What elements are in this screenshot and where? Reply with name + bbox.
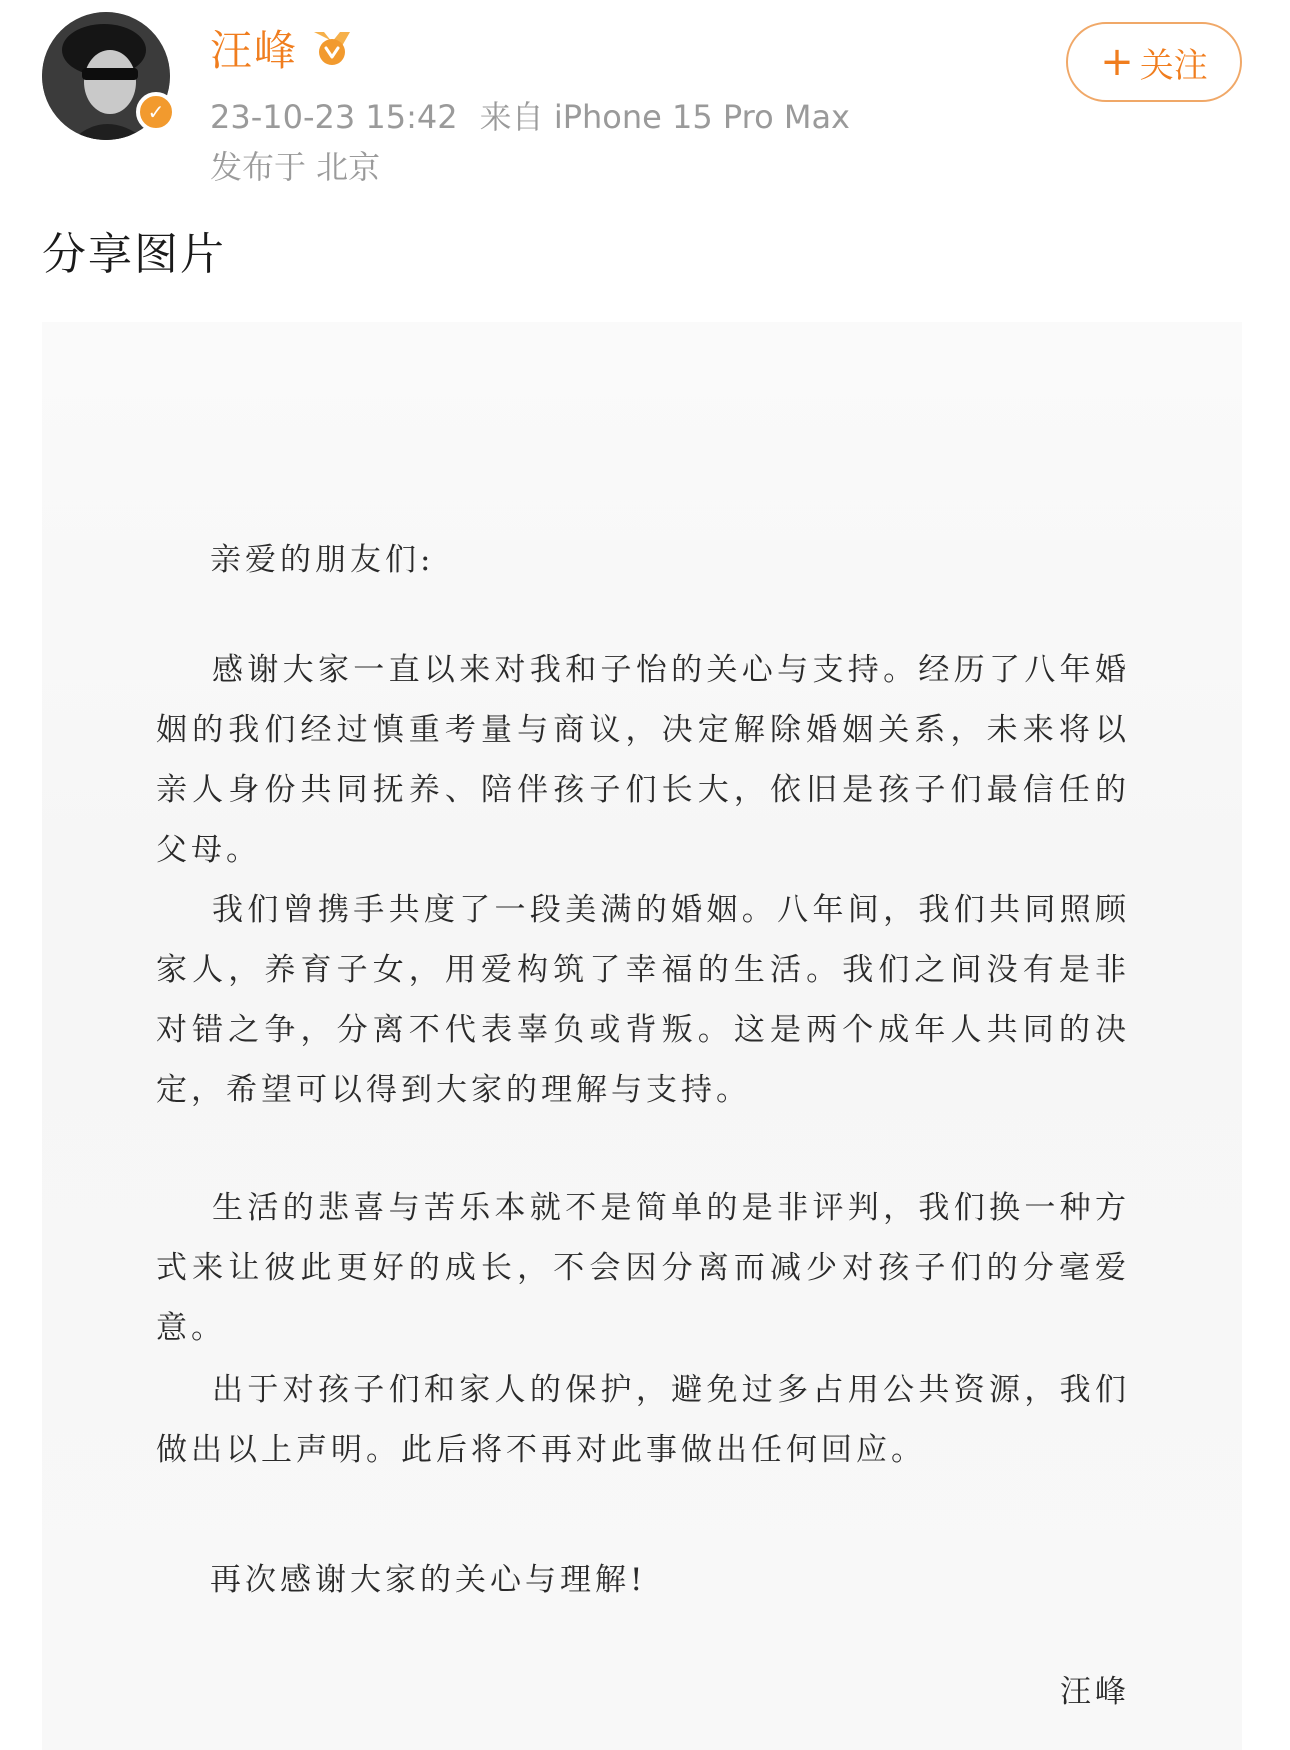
post-source: 来自 iPhone 15 Pro Max — [479, 98, 850, 136]
username[interactable]: 汪峰 — [210, 26, 299, 75]
post-text: 分享图片 — [42, 229, 226, 280]
letter-paragraph: 生活的悲喜与苦乐本就不是简单的是非评判，我们换一种方式来让彼此更好的成长，不会因分离而减少对孩子们的分毫爱意。 — [156, 1190, 1130, 1346]
avatar[interactable] — [42, 12, 170, 140]
verified-icon: ✓ — [136, 92, 176, 132]
letter-paragraph: 我们曾携手共度了一段美满的婚姻。八年间，我们共同照顾家人，养育子女，用爱构筑了幸福的生活。我们之间没有是非对错之争，分离不代表辜负或背叛。这是两个成年人共同的决定，希望可以得到大家的理解与支持。 — [156, 892, 1130, 1108]
post-header — [0, 0, 1290, 190]
letter-salutation: 亲爱的朋友们: — [210, 542, 435, 578]
username-row — [210, 18, 354, 78]
letter-closing: 再次感谢大家的关心与理解! — [210, 1562, 647, 1598]
follow-button[interactable] — [1066, 22, 1242, 102]
post-image[interactable] — [42, 322, 1242, 1750]
letter-signature: 汪峰 — [1060, 1674, 1130, 1710]
letter-paragraph: 出于对孩子们和家人的保护，避免过多占用公共资源，我们做出以上声明。此后将不再对此事做出任何回应。 — [156, 1372, 1130, 1468]
plus-icon: + — [1100, 39, 1134, 85]
follow-button-label: 关注 — [1139, 45, 1208, 86]
post-meta — [210, 92, 850, 138]
vip-medal-icon[interactable] — [310, 28, 354, 68]
letter-paragraph: 感谢大家一直以来对我和子怡的关心与支持。经历了八年婚姻的我们经过慎重考量与商议，决定解除婚姻关系，未来将以亲人身份共同抚养、陪伴孩子们长大，依旧是孩子们最信任的父母。 — [156, 652, 1130, 868]
post-timestamp: 23-10-23 15:42 — [210, 98, 458, 136]
post-location: 发布于 北京 — [210, 148, 381, 186]
